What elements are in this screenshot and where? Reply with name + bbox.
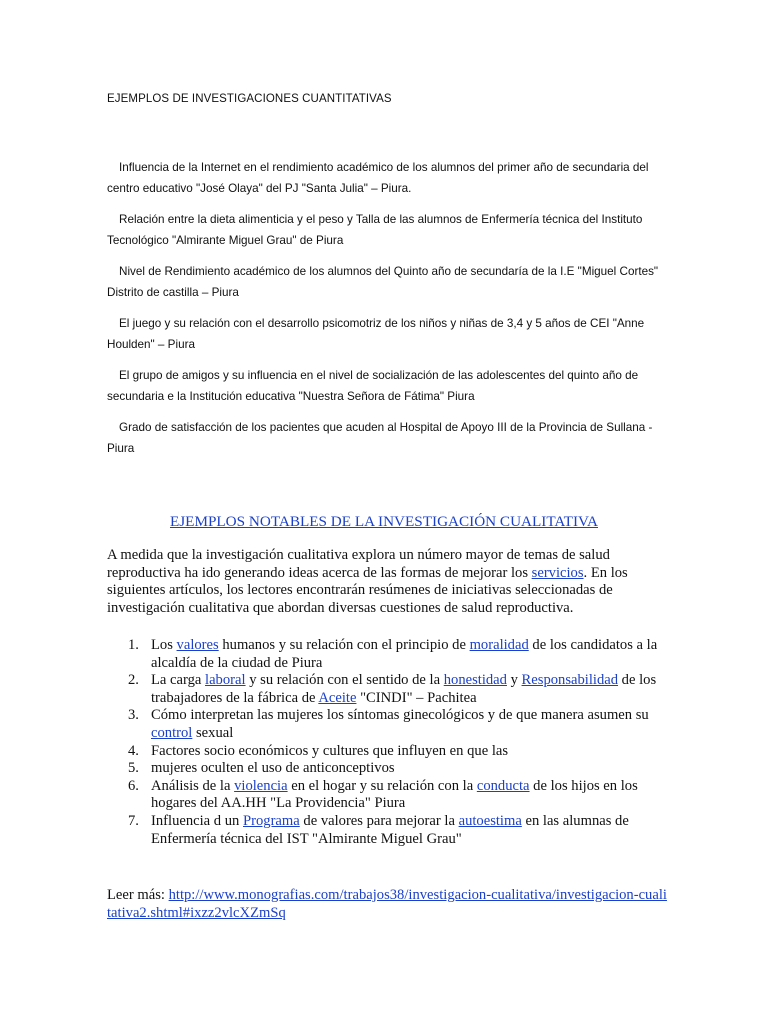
quantitative-section-title: EJEMPLOS DE INVESTIGACIONES CUANTITATIVAS (107, 93, 392, 105)
link-violencia[interactable]: violencia (234, 777, 288, 794)
qualitative-example-3 (107, 707, 663, 742)
link-programa[interactable]: Programa (243, 812, 300, 829)
item-text: y su relación con el sentido de la (245, 672, 444, 689)
quantitative-example-6: Grado de satisfacción de los pacientes que acuden al Hospital de Apoyo III de la Provincia de Sullana - Piura (107, 421, 653, 455)
qualitative-intro-paragraph (107, 547, 647, 617)
item-text: en las alumnas de Enfermería técnica del IST "Almirante Miguel Grau" (151, 812, 629, 847)
read-more-link[interactable]: http://www.monografias.com/trabajos38/investigacion-cualitativa/investigacion-cualitativa2.shtml#ixzz2vlcXZmSq (107, 887, 667, 921)
read-more-label: Leer más: (107, 887, 169, 903)
qualitative-section-title[interactable]: EJEMPLOS NOTABLES DE LA INVESTIGACIÓN CUALITATIVA (169, 513, 598, 530)
qualitative-example-7 (107, 813, 663, 848)
intro-text-before: A medida que la investigación cualitativa explora un número mayor de temas de salud reproductiva ha ido generando ideas acerca de las formas de mejorar los (107, 547, 610, 581)
qualitative-example-5 (107, 760, 663, 778)
link-moralidad[interactable]: moralidad (469, 637, 529, 653)
list-number: 5. (128, 760, 139, 777)
link-laboral[interactable]: laboral (205, 672, 246, 689)
quantitative-examples-list (107, 157, 667, 469)
item-text: Cómo interpretan las mujeres los síntomas ginecológicos y de que manera asumen su (151, 707, 649, 724)
quantitative-example-5: El grupo de amigos y su influencia en el nivel de socialización de las adolescentes del quinto año de secundaria e la Institución educativa "Nuestra Señora de Fátima" Piura (107, 369, 639, 403)
list-number: 4. (128, 742, 139, 759)
item-text: Análisis de la (151, 777, 235, 794)
link-valores[interactable]: valores (176, 637, 219, 653)
item-text: Factores socio económicos y cultures que influyen en que las (151, 742, 509, 759)
item-text: de los hijos en los hogares del AA.HH "La Providencia" Piura (151, 777, 638, 812)
qualitative-example-4 (107, 743, 663, 761)
link-conducta[interactable]: conducta (476, 777, 530, 794)
link-autoestima[interactable]: autoestima (458, 812, 522, 829)
link-servicios[interactable]: servicios (531, 564, 584, 581)
qualitative-example-1 (107, 637, 663, 672)
intro-text-after: . En los siguientes artículos, los lectores encontrarán resúmenes de iniciativas seleccionadas de investigación cualitativa que abordan diversas cuestiones de salud reproductiva. (107, 564, 628, 616)
item-text: en el hogar y su relación con la (287, 777, 477, 794)
item-text: Los (151, 637, 177, 653)
list-number: 2. (128, 672, 139, 689)
item-text: de valores para mejorar la (299, 812, 459, 829)
item-text: de los candidatos a la alcaldía de la ciudad de Piura (151, 637, 658, 671)
item-text: Influencia d un (151, 812, 243, 829)
quantitative-example-2: Relación entre la dieta alimenticia y el peso y Talla de las alumnos de Enfermería técnica del Instituto Tecnológico "Almirante Miguel Grau" de Piura (107, 213, 643, 247)
list-number: 6. (128, 777, 139, 794)
link-honestidad[interactable]: honestidad (443, 672, 507, 689)
link-responsabilidad[interactable]: Responsabilidad (521, 672, 619, 689)
read-more (107, 887, 667, 922)
item-text: La carga (151, 672, 206, 689)
list-number: 1. (128, 637, 139, 653)
item-text: "CINDI" – Pachitea (356, 689, 477, 706)
item-text: sexual (192, 724, 234, 741)
quantitative-example-1: Influencia de la Internet en el rendimiento académico de los alumnos del primer año de secundaria del centro educativo "José Olaya" del PJ "Santa Julia" – Piura. (107, 161, 649, 195)
item-text: de los trabajadores de la fábrica de (151, 672, 657, 706)
list-number: 7. (128, 812, 139, 829)
qualitative-examples-list (107, 637, 663, 848)
qualitative-example-2 (107, 672, 663, 707)
list-number: 3. (128, 707, 139, 724)
link-aceite[interactable]: Aceite (318, 689, 357, 706)
quantitative-example-3: Nivel de Rendimiento académico de los alumnos del Quinto año de secundaría de la I.E "Miguel Cortes" Distrito de castilla – Piura (107, 265, 659, 299)
link-control[interactable]: control (151, 724, 193, 741)
qualitative-example-6 (107, 778, 663, 813)
quantitative-example-4: El juego y su relación con el desarrollo psicomotriz de los niños y niñas de 3,4 y 5 años de CEI "Anne Houlden" – Piura (107, 317, 645, 351)
item-text: mujeres oculten el uso de anticonceptivos (151, 760, 395, 777)
item-text: humanos y su relación con el principio de (218, 637, 470, 653)
item-text: y (506, 672, 522, 689)
